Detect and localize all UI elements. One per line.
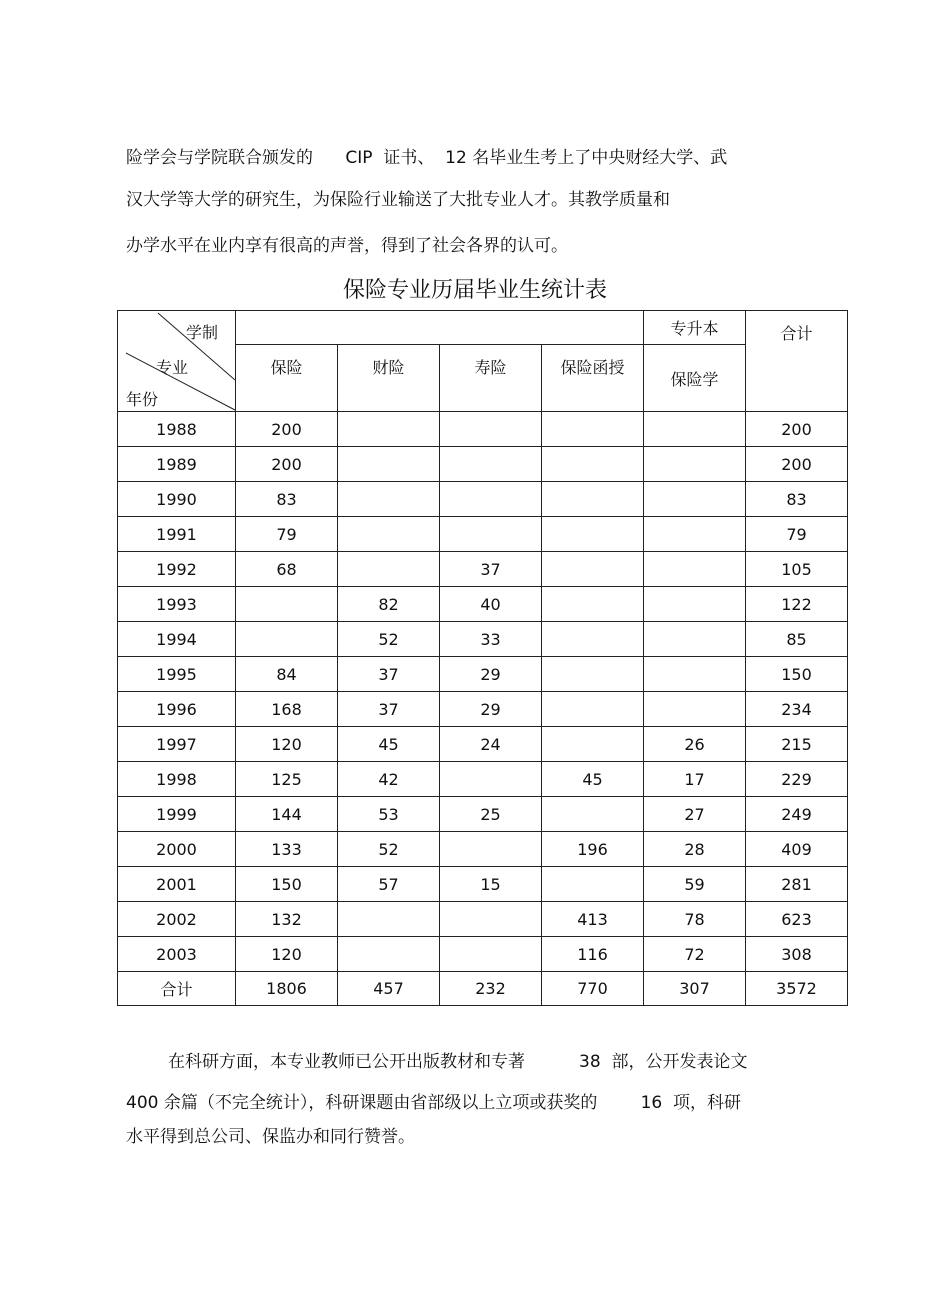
year-cell: 1999 bbox=[118, 797, 236, 832]
table-cell: 200 bbox=[236, 447, 338, 482]
table-cell: 623 bbox=[746, 902, 848, 937]
table-cell bbox=[440, 412, 542, 447]
table-cell: 125 bbox=[236, 762, 338, 797]
corner-label-major: 专业 bbox=[156, 358, 189, 377]
table-cell: 457 bbox=[338, 972, 440, 1006]
table-cell bbox=[542, 797, 644, 832]
table-cell: 25 bbox=[440, 797, 542, 832]
table-cell: 150 bbox=[236, 867, 338, 902]
table-cell: 232 bbox=[440, 972, 542, 1006]
table-cell: 37 bbox=[338, 692, 440, 727]
year-cell: 1994 bbox=[118, 622, 236, 657]
table-cell: 24 bbox=[440, 727, 542, 762]
table-cell bbox=[440, 832, 542, 867]
table-cell bbox=[338, 552, 440, 587]
research-line-3: 水平得到总公司、保监办和同行赞誉。 bbox=[126, 1127, 415, 1147]
table-row bbox=[118, 482, 848, 517]
table-cell: 45 bbox=[338, 727, 440, 762]
table-cell: 40 bbox=[440, 587, 542, 622]
table-cell: 15 bbox=[440, 867, 542, 902]
header-col-correspondence: 保险函授 bbox=[542, 345, 644, 412]
table-cell: 150 bbox=[746, 657, 848, 692]
table-cell bbox=[440, 902, 542, 937]
header-upgrade: 专升本 bbox=[644, 311, 746, 345]
table-cell bbox=[338, 517, 440, 552]
table-cell: 116 bbox=[542, 937, 644, 972]
table-cell: 26 bbox=[644, 727, 746, 762]
table-cell bbox=[644, 587, 746, 622]
table-cell bbox=[542, 482, 644, 517]
table-row bbox=[118, 552, 848, 587]
year-cell: 1990 bbox=[118, 482, 236, 517]
year-cell: 1996 bbox=[118, 692, 236, 727]
header-col-life: 寿险 bbox=[440, 345, 542, 412]
table-row bbox=[118, 797, 848, 832]
table-cell bbox=[338, 412, 440, 447]
table-row bbox=[118, 762, 848, 797]
table-cell: 200 bbox=[236, 412, 338, 447]
header-total: 合计 bbox=[746, 311, 848, 412]
table-cell: 105 bbox=[746, 552, 848, 587]
table-cell: 33 bbox=[440, 622, 542, 657]
table-cell: 28 bbox=[644, 832, 746, 867]
table-row bbox=[118, 517, 848, 552]
table-cell: 413 bbox=[542, 902, 644, 937]
header-col-insurance-studies: 保险学 bbox=[644, 345, 746, 412]
year-cell: 1995 bbox=[118, 657, 236, 692]
table-cell bbox=[236, 622, 338, 657]
table-cell bbox=[644, 517, 746, 552]
table-cell: 281 bbox=[746, 867, 848, 902]
table-cell: 45 bbox=[542, 762, 644, 797]
header-blank-cell bbox=[236, 311, 644, 345]
year-cell: 2001 bbox=[118, 867, 236, 902]
table-cell bbox=[644, 482, 746, 517]
table-cell: 17 bbox=[644, 762, 746, 797]
table-cell: 42 bbox=[338, 762, 440, 797]
table-cell bbox=[338, 937, 440, 972]
table-row bbox=[118, 832, 848, 867]
table-cell: 79 bbox=[236, 517, 338, 552]
corner-label-year: 年份 bbox=[126, 390, 159, 409]
table-cell bbox=[644, 552, 746, 587]
table-cell: 133 bbox=[236, 832, 338, 867]
table-cell: 72 bbox=[644, 937, 746, 972]
table-cell: 215 bbox=[746, 727, 848, 762]
table-cell: 27 bbox=[644, 797, 746, 832]
year-cell: 2003 bbox=[118, 937, 236, 972]
table-cell: 196 bbox=[542, 832, 644, 867]
table-cell: 168 bbox=[236, 692, 338, 727]
table-cell: 57 bbox=[338, 867, 440, 902]
table-cell: 144 bbox=[236, 797, 338, 832]
year-cell: 1993 bbox=[118, 587, 236, 622]
table-row bbox=[118, 447, 848, 482]
table-cell: 68 bbox=[236, 552, 338, 587]
table-cell: 83 bbox=[746, 482, 848, 517]
table-cell bbox=[542, 552, 644, 587]
table-cell bbox=[440, 937, 542, 972]
table-cell: 29 bbox=[440, 657, 542, 692]
table-cell bbox=[644, 692, 746, 727]
table-cell: 85 bbox=[746, 622, 848, 657]
table-cell bbox=[338, 902, 440, 937]
table-row bbox=[118, 867, 848, 902]
table-total-row bbox=[118, 972, 848, 1006]
table-cell bbox=[542, 412, 644, 447]
table-cell: 200 bbox=[746, 447, 848, 482]
table-cell bbox=[236, 587, 338, 622]
intro-line-3: 办学水平在业内享有很高的声誉，得到了社会各界的认可。 bbox=[126, 236, 568, 256]
table-cell bbox=[440, 517, 542, 552]
table-cell: 307 bbox=[644, 972, 746, 1006]
table-row bbox=[118, 657, 848, 692]
table-cell bbox=[542, 692, 644, 727]
table-cell: 132 bbox=[236, 902, 338, 937]
table-cell bbox=[542, 447, 644, 482]
table-cell: 29 bbox=[440, 692, 542, 727]
table-cell bbox=[542, 867, 644, 902]
table-row bbox=[118, 412, 848, 447]
table-cell bbox=[440, 482, 542, 517]
year-cell: 1991 bbox=[118, 517, 236, 552]
year-cell: 1997 bbox=[118, 727, 236, 762]
corner-header-cell bbox=[118, 311, 236, 412]
table-cell: 83 bbox=[236, 482, 338, 517]
table-cell: 234 bbox=[746, 692, 848, 727]
table-cell: 770 bbox=[542, 972, 644, 1006]
header-col-insurance: 保险 bbox=[236, 345, 338, 412]
table-cell bbox=[542, 727, 644, 762]
table-cell: 200 bbox=[746, 412, 848, 447]
table-cell: 1806 bbox=[236, 972, 338, 1006]
table-cell: 3572 bbox=[746, 972, 848, 1006]
table-cell bbox=[338, 482, 440, 517]
table-cell: 59 bbox=[644, 867, 746, 902]
table-cell: 37 bbox=[338, 657, 440, 692]
intro-line-1: 险学会与学院联合颁发的 CIP 证书、 12 名毕业生考上了中央财经大学、武 bbox=[126, 148, 728, 168]
year-cell: 2000 bbox=[118, 832, 236, 867]
table-cell bbox=[440, 762, 542, 797]
year-cell: 2002 bbox=[118, 902, 236, 937]
year-cell: 合计 bbox=[118, 972, 236, 1006]
table-row bbox=[118, 587, 848, 622]
table-row bbox=[118, 902, 848, 937]
year-cell: 1988 bbox=[118, 412, 236, 447]
table-cell: 120 bbox=[236, 937, 338, 972]
table-cell: 79 bbox=[746, 517, 848, 552]
table-row bbox=[118, 937, 848, 972]
table-cell: 52 bbox=[338, 832, 440, 867]
table-cell: 409 bbox=[746, 832, 848, 867]
table-cell: 249 bbox=[746, 797, 848, 832]
research-line-2: 400 余篇（不完全统计），科研课题由省部级以上立项或获奖的 16 项，科研 bbox=[126, 1093, 742, 1113]
table-cell: 52 bbox=[338, 622, 440, 657]
table-cell: 120 bbox=[236, 727, 338, 762]
table-cell bbox=[440, 447, 542, 482]
table-cell bbox=[644, 447, 746, 482]
table-cell bbox=[644, 622, 746, 657]
table-row bbox=[118, 692, 848, 727]
table-cell: 122 bbox=[746, 587, 848, 622]
table-row bbox=[118, 727, 848, 762]
table-cell: 37 bbox=[440, 552, 542, 587]
table-cell: 308 bbox=[746, 937, 848, 972]
research-line-1: 在科研方面，本专业教师已公开出版教材和专著 38 部，公开发表论文 bbox=[168, 1052, 748, 1072]
header-col-property: 财险 bbox=[338, 345, 440, 412]
table-cell bbox=[542, 587, 644, 622]
graduate-stats-table bbox=[117, 310, 848, 1006]
year-cell: 1992 bbox=[118, 552, 236, 587]
table-cell: 82 bbox=[338, 587, 440, 622]
table-cell: 84 bbox=[236, 657, 338, 692]
table-cell bbox=[644, 412, 746, 447]
corner-label-system: 学制 bbox=[186, 323, 219, 342]
table-title: 保险专业历届毕业生统计表 bbox=[342, 278, 607, 303]
table-cell bbox=[542, 517, 644, 552]
table-cell bbox=[542, 622, 644, 657]
table-cell: 78 bbox=[644, 902, 746, 937]
table-cell bbox=[338, 447, 440, 482]
table-cell bbox=[542, 657, 644, 692]
intro-line-2: 汉大学等大学的研究生，为保险行业输送了大批专业人才。其教学质量和 bbox=[126, 190, 670, 210]
table-row bbox=[118, 622, 848, 657]
table-cell: 229 bbox=[746, 762, 848, 797]
table-cell bbox=[644, 657, 746, 692]
year-cell: 1998 bbox=[118, 762, 236, 797]
table-cell: 53 bbox=[338, 797, 440, 832]
year-cell: 1989 bbox=[118, 447, 236, 482]
